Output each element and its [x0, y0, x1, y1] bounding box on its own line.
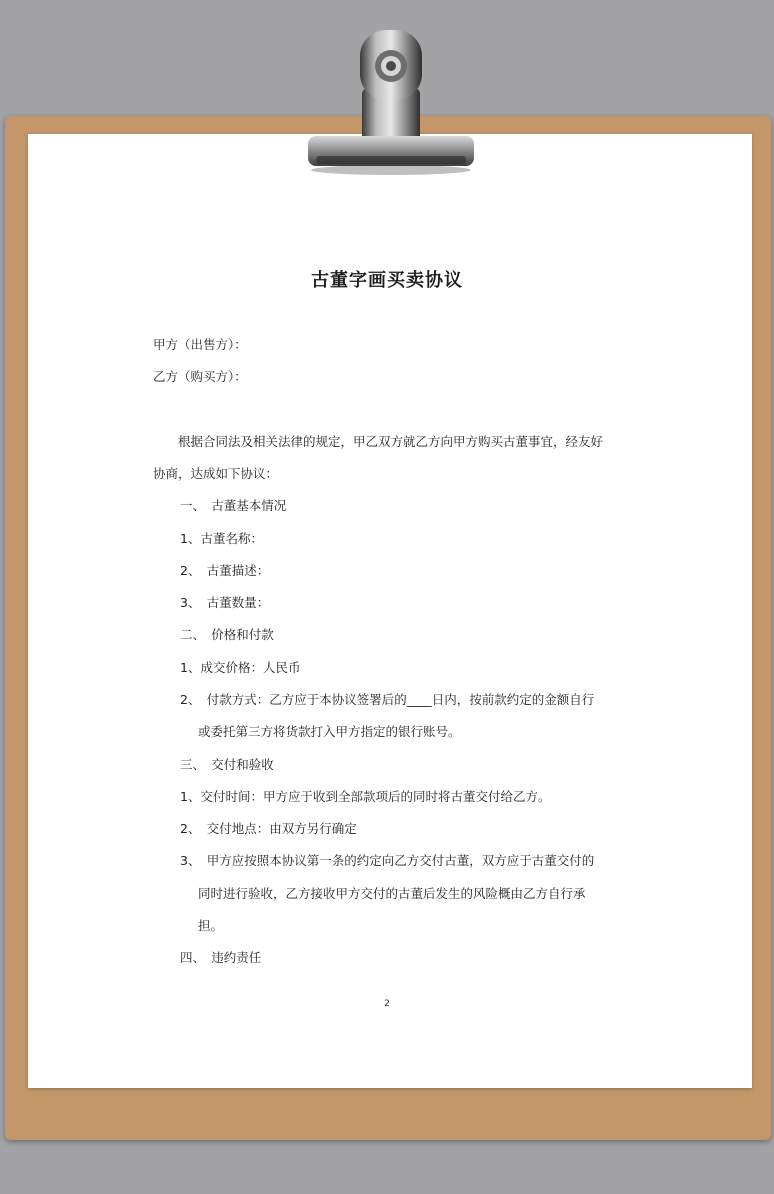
- section-heading-3: 三、 交付和验收: [180, 757, 274, 772]
- clause-continuation: 或委托第三方将货款打入甲方指定的银行账号。: [198, 724, 461, 739]
- clause-item: 1、成交价格：人民币: [180, 660, 301, 675]
- binder-clip-icon: [306, 28, 476, 176]
- clause-item: 1、交付时间：甲方应于收到全部款项后的同时将古董交付给乙方。: [180, 789, 551, 804]
- clause-item: 2、 付款方式：乙方应于本协议签署后的____日内，按前款约定的金额自行: [180, 692, 595, 707]
- document-title: 古董字画买卖协议: [311, 270, 463, 291]
- section-heading-2: 二、 价格和付款: [180, 627, 274, 642]
- clause-item: 2、 交付地点：由双方另行确定: [180, 821, 357, 836]
- party-b-line: 乙方（购买方）：: [153, 369, 247, 384]
- page-number: 2: [384, 999, 390, 1009]
- intro-line-2: 协商，达成如下协议：: [153, 466, 279, 481]
- section-heading-4: 四、 违约责任: [180, 950, 262, 965]
- party-a-line: 甲方（出售方）：: [153, 337, 247, 352]
- intro-line-1: 根据合同法及相关法律的规定，甲乙双方就乙方向甲方购买古董事宜，经友好: [178, 434, 604, 449]
- section-heading-1: 一、 古董基本情况: [180, 498, 287, 513]
- clause-item: 1、古董名称：: [180, 531, 263, 546]
- clause-item: 3、 古董数量：: [180, 595, 270, 610]
- clause-item: 3、 甲方应按照本协议第一条的约定向乙方交付古董，双方应于古董交付的: [180, 853, 595, 868]
- clause-item: 2、 古董描述：: [180, 563, 270, 578]
- clause-continuation: 同时进行验收，乙方接收甲方交付的古董后发生的风险概由乙方自行承: [198, 886, 586, 901]
- clause-continuation: 担。: [198, 918, 224, 933]
